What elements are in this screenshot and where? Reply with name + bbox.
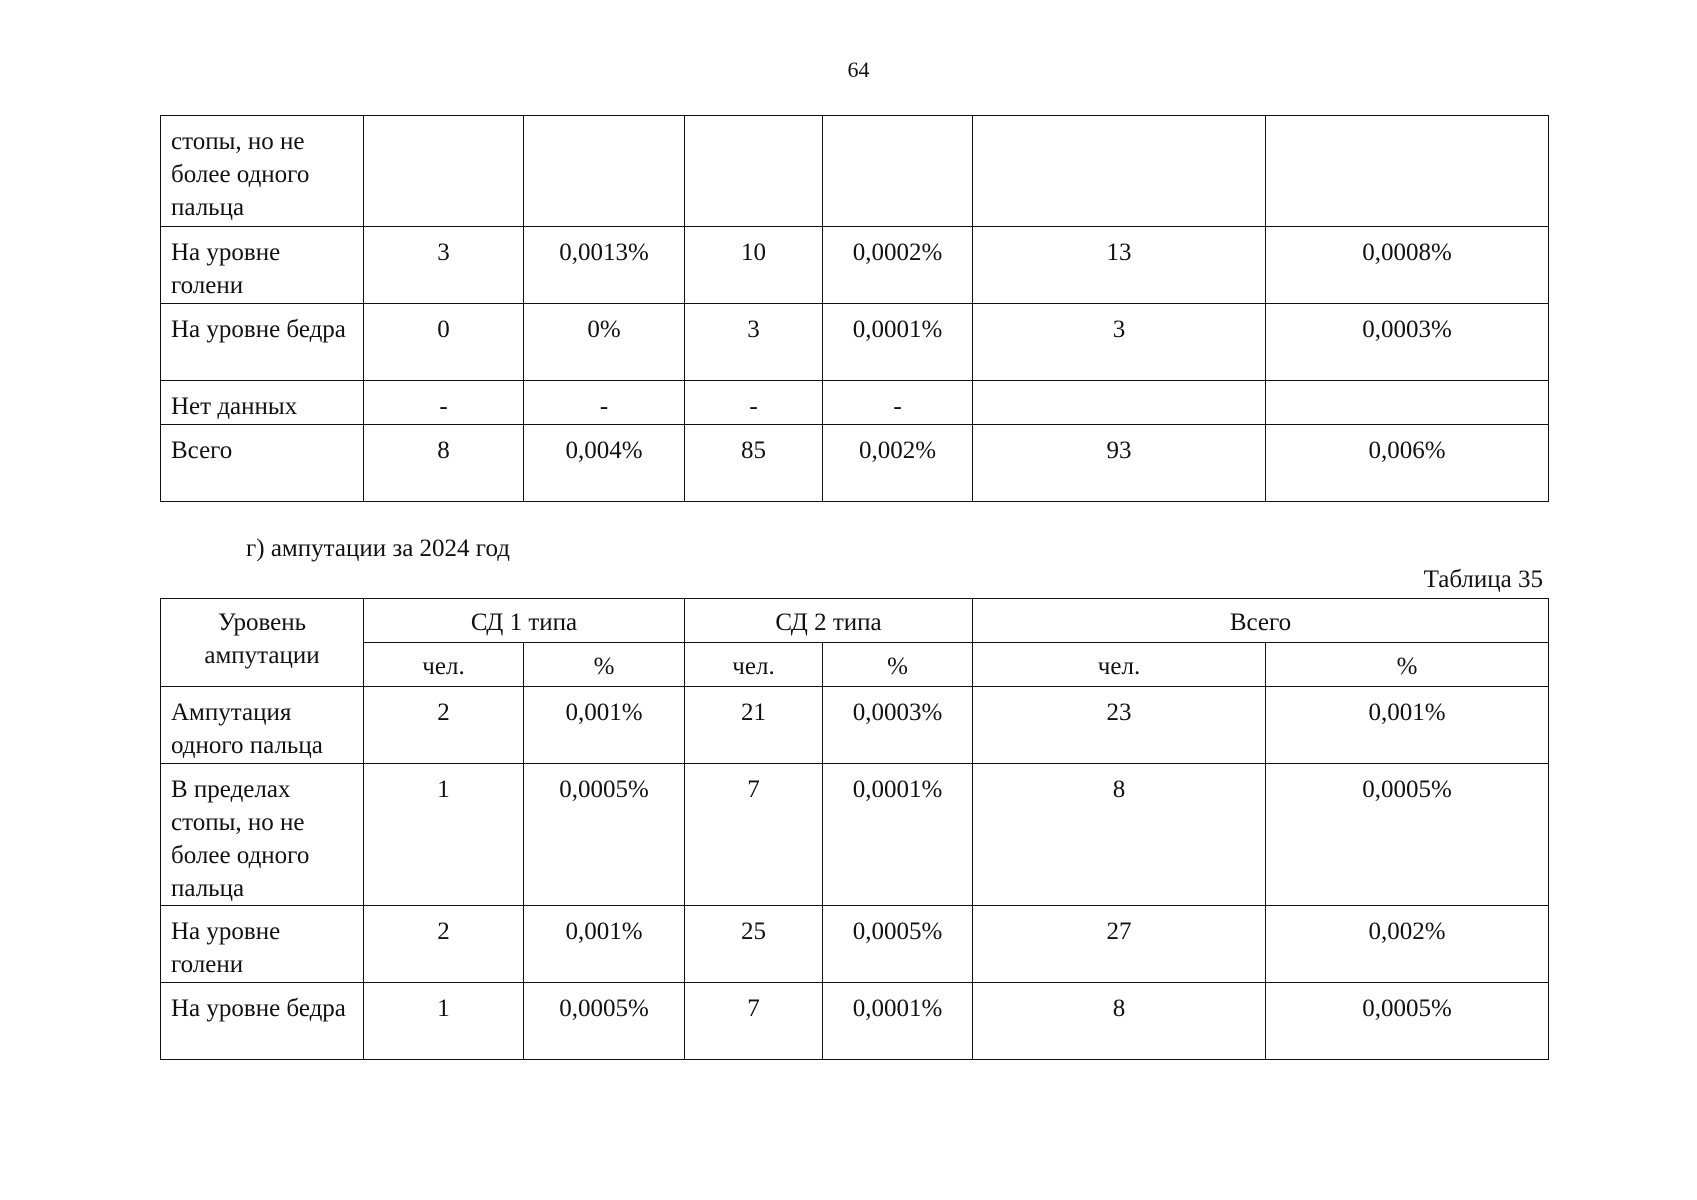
header-subrow [161,643,1549,687]
cell-total-percent: 0,002% [1266,906,1549,983]
cell-sd1-people: 1 [364,764,524,906]
cell-sd1-percent: 0,0013% [524,227,685,304]
cell-sd1-percent: 0% [524,304,685,381]
cell-sd1-percent: 0,001% [524,906,685,983]
cell-total-percent: 0,001% [1266,687,1549,764]
cell-sd2-percent: 0,0005% [823,906,973,983]
row-label: На уровне голени [161,906,364,983]
cell-total-percent: 0,0005% [1266,764,1549,906]
cell-sd1-people: - [364,381,524,425]
header-sd1-people: чел. [364,643,524,687]
table-row [161,687,1549,764]
header-sd2-people: чел. [685,643,823,687]
row-label: Всего [161,425,364,502]
cell-total-percent [1266,116,1549,227]
table-row [161,906,1549,983]
cell-total-percent: 0,0008% [1266,227,1549,304]
cell-total-people [973,381,1266,425]
cell-total-people: 8 [973,764,1266,906]
cell-sd2-percent: 0,002% [823,425,973,502]
cell-sd2-percent: 0,0001% [823,983,973,1060]
cell-total-people: 13 [973,227,1266,304]
cell-sd1-people: 0 [364,304,524,381]
cell-sd2-percent: 0,0003% [823,687,973,764]
table-continued [160,115,1549,502]
cell-sd2-percent: 0,0001% [823,764,973,906]
cell-total-people: 27 [973,906,1266,983]
cell-sd2-percent: 0,0001% [823,304,973,381]
cell-sd2-people [685,116,823,227]
page-number: 64 [847,57,870,82]
cell-sd1-people: 3 [364,227,524,304]
cell-sd2-people: 7 [685,764,823,906]
cell-sd1-percent: - [524,381,685,425]
table-row [161,764,1549,906]
cell-sd1-percent: 0,0005% [524,983,685,1060]
table-row [161,116,1549,227]
header-sd2-percent: % [823,643,973,687]
cell-total-percent: 0,0003% [1266,304,1549,381]
row-label: Нет данных [161,381,364,425]
section-caption: г) ампутации за 2024 год [246,535,510,562]
cell-total-people [973,116,1266,227]
cell-sd2-people: 25 [685,906,823,983]
cell-total-people: 23 [973,687,1266,764]
header-sd1-percent: % [524,643,685,687]
cell-total-percent [1266,381,1549,425]
cell-sd2-percent: - [823,381,973,425]
header-total: Всего [973,599,1549,643]
table-row [161,304,1549,381]
cell-sd1-people: 8 [364,425,524,502]
cell-sd1-percent: 0,001% [524,687,685,764]
row-label: На уровне бедра [161,983,364,1060]
cell-sd1-people: 2 [364,687,524,764]
header-row [161,599,1549,643]
cell-sd2-people: 85 [685,425,823,502]
row-label: стопы, но не более одного пальца [161,116,364,227]
table-row [161,381,1549,425]
row-label: В пределах стопы, но не более одного пальца [161,764,364,906]
table-label: Таблица 35 [1423,566,1543,593]
cell-sd2-percent [823,116,973,227]
cell-total-percent: 0,0005% [1266,983,1549,1060]
cell-sd2-people: 3 [685,304,823,381]
row-label: На уровне бедра [161,304,364,381]
cell-sd2-people: 7 [685,983,823,1060]
header-level: Уровень ампутации [161,599,364,687]
cell-total-people: 8 [973,983,1266,1060]
table-35 [160,598,1549,1060]
header-sd2: СД 2 типа [685,599,973,643]
header-total-percent: % [1266,643,1549,687]
cell-sd1-percent: 0,004% [524,425,685,502]
cell-sd1-people [364,116,524,227]
row-label: На уровне голени [161,227,364,304]
cell-sd1-percent: 0,0005% [524,764,685,906]
cell-sd1-people: 2 [364,906,524,983]
cell-sd1-percent [524,116,685,227]
cell-total-percent: 0,006% [1266,425,1549,502]
cell-total-people: 93 [973,425,1266,502]
cell-sd1-people: 1 [364,983,524,1060]
cell-sd2-people: 10 [685,227,823,304]
cell-total-people: 3 [973,304,1266,381]
cell-sd2-people: 21 [685,687,823,764]
table-row [161,425,1549,502]
table-row [161,983,1549,1060]
header-total-people: чел. [973,643,1266,687]
cell-sd2-percent: 0,0002% [823,227,973,304]
table-row [161,227,1549,304]
cell-sd2-people: - [685,381,823,425]
row-label: Ампутация одного пальца [161,687,364,764]
header-sd1: СД 1 типа [364,599,685,643]
